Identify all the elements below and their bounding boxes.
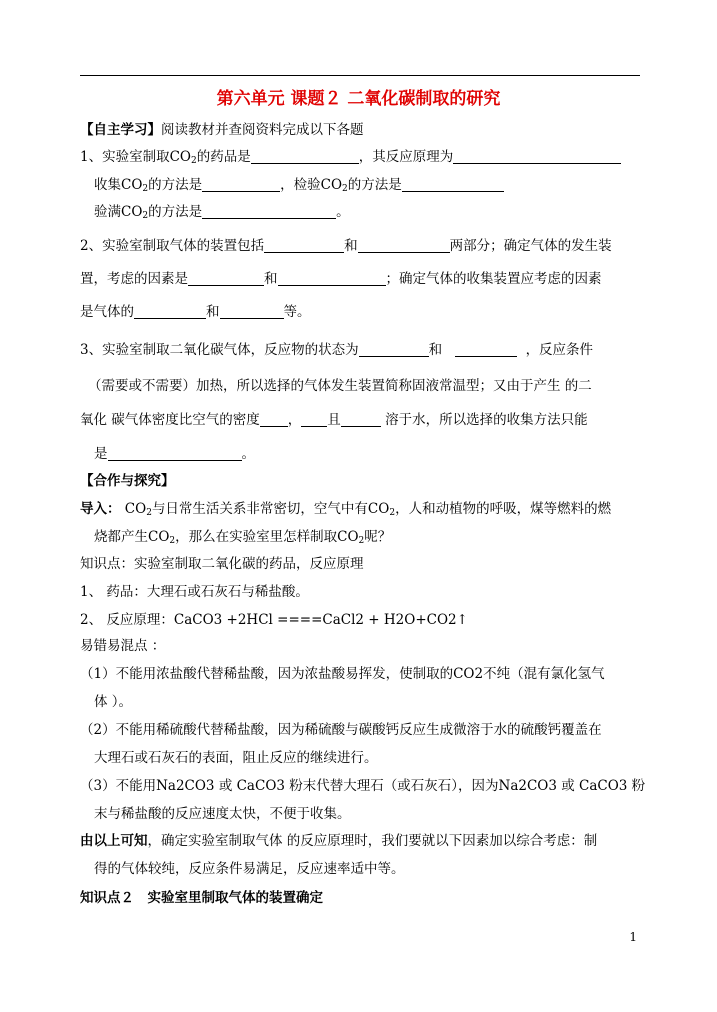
self-study-line (80, 118, 364, 138)
question-2-line-3: 是气体的 和 等。 (80, 304, 311, 320)
self-study-intro: 阅读教材并查阅资料完成以下各题 (161, 122, 364, 138)
conclusion-line-2: 得的气体较纯，反应条件易满足，反应速率适中等。 (94, 861, 405, 877)
knowledge-point-1: 知识点：实验室制取二氧化碳的药品，反应原理 (80, 556, 364, 572)
confusion-3-line-2: 末与稀盐酸的反应速度太快，不便于收集。 (94, 806, 351, 822)
confusion-heading: 易错易混点 ： (80, 638, 166, 654)
question-3-line-1: 3、实验室制取二氧化碳气体，反应物的状态为 和 ，反应条件 (80, 342, 594, 358)
question-3-line-3: 氧化 碳气体密度比空气的密度 ， 且 溶于水，所以选择的收集方法只能 (80, 412, 588, 428)
confusion-1-line-2: 体 ）。 (94, 694, 133, 710)
reaction-line: 2、 反应原理：CaCO3 +2HCl ====CaCl2 + H2O+CO2↑ (80, 612, 468, 628)
self-study-label: 【自主学习】 (80, 122, 161, 138)
reagents-line: 1、 药品：大理石或石灰石与稀盐酸。 (80, 584, 309, 600)
answer-blank[interactable] (188, 271, 264, 286)
question-3-line-4: 是 。 (94, 446, 255, 462)
page-title: 第六单元 课题２ 二氧化碳制取的研究 (216, 89, 501, 109)
answer-blank[interactable] (358, 238, 450, 253)
top-rule (80, 75, 640, 76)
answer-blank[interactable] (402, 177, 504, 192)
answer-blank[interactable] (453, 149, 621, 164)
confusion-2-line-2: 大理石或石灰石的表面，阻止反应的继续进行。 (94, 750, 378, 766)
conclusion-line-1: 由以上可知，确定实验室制取气体 的反应原理时，我们要就以下因素加以综合考虑：制 (80, 833, 598, 849)
confusion-3-line-1: （3）不能用Na2CO3 或 CaCO3 粉末代替大理石（或石灰石），因为Na2CO3 或 CaCO3 粉 (80, 778, 646, 794)
answer-blank[interactable] (202, 177, 280, 192)
answer-blank[interactable] (359, 342, 429, 357)
question-3-line-2: （需要或不需要）加热，所以选择的气体发生装置简称固液常温型；又由于产生 的二 (88, 378, 592, 394)
answer-blank[interactable] (108, 446, 242, 461)
answer-blank[interactable] (264, 238, 344, 253)
answer-blank[interactable] (455, 342, 517, 357)
answer-blank[interactable] (220, 304, 284, 319)
confusion-1-line-1: （1）不能用浓盐酸代替稀盐酸，因为浓盐酸易挥发，使制取的CO2不纯（混有氯化氢气 (80, 666, 605, 682)
question-1-line-3: 验满$CO_2$的方法是 。 (94, 204, 350, 221)
answer-blank[interactable] (301, 412, 327, 427)
answer-blank[interactable] (134, 304, 206, 319)
question-1-line-1: 1、实验室制取$CO_2$的药品是 ，其反应原理为 (80, 145, 621, 166)
question-2-line-1: 2、实验室制取气体的装置包括 和 两部分；确定气体的发生装 (80, 238, 612, 254)
confusion-2-line-1: （2）不能用稀硫酸代替稀盐酸，因为稀硫酸与碳酸钙反应生成微溶于水的硫酸钙覆盖在 (80, 722, 602, 738)
page-number: 1 (629, 930, 637, 944)
knowledge-point-2-heading: 知识点２ 实验室里制取气体的装置确定 (80, 890, 323, 906)
answer-blank[interactable] (202, 204, 336, 219)
question-2-line-2: 置，考虑的因素是 和 ；确定气体的收集装置应考虑的因素 (80, 271, 602, 287)
answer-blank[interactable] (260, 412, 288, 427)
lead-line-1: 导入： $CO_2$与日常生活关系非常密切，空气中有$CO_2$，人和动植物的呼吸，煤等燃料的燃 (80, 501, 612, 518)
coop-section-label: 【合作与探究】 (80, 473, 175, 489)
answer-blank[interactable] (278, 271, 386, 286)
question-1-line-2: 收集$CO_2$的方法是 ，检验$CO_2$的方法是 (94, 173, 504, 194)
answer-blank[interactable] (341, 412, 381, 427)
lead-line-2: 烧都产生$CO_2$，那么在实验室里怎样制取$CO_2$呢？ (94, 529, 392, 546)
answer-blank[interactable] (251, 149, 359, 164)
